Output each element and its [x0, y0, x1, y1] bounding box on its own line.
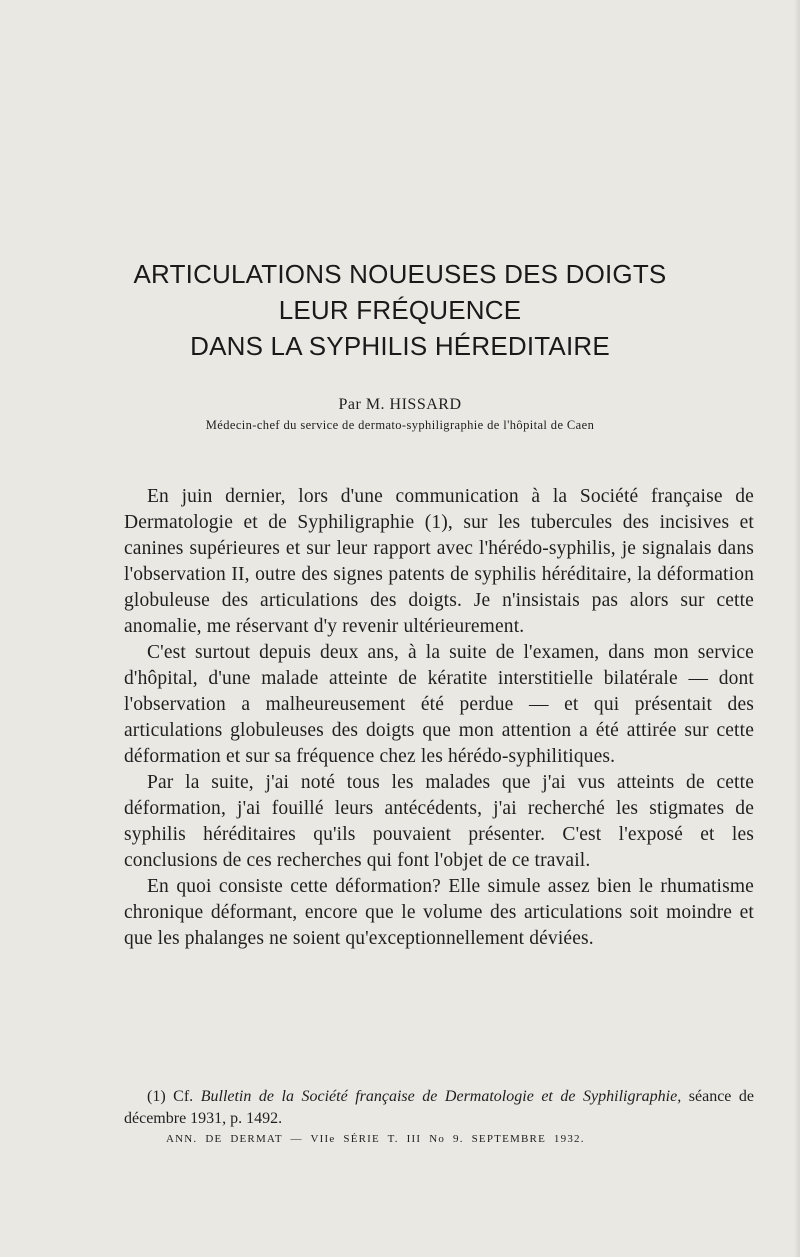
footnote-marker: (1) Cf. [147, 1088, 194, 1105]
title-line-2: LEUR FRÉQUENCE [278, 295, 522, 325]
footnote [124, 1086, 754, 1130]
footnote-details: séance de décembre 1931, p. 1492. [124, 1088, 755, 1127]
footnote-journal: Bulletin de la Société française de Dermatologie et de Syphiligraphie, [200, 1088, 682, 1105]
running-footer: ANN. DE DERMAT — VIIe SÉRIE T. III No 9. SEPTEMBRE 1932. [166, 1133, 585, 1145]
paragraph-4: En quoi consiste cette déformation? Elle simule assez bien le rhumatisme chronique déformant, encore que le volume des articulations soit moindre et que les phalanges ne soient qu'exceptionnellement déviées. [124, 876, 754, 949]
author-line: Par M. HISSARD [338, 396, 462, 413]
author-affiliation: Médecin-chef du service de dermato-syphiligraphie de l'hôpital de Caen [205, 418, 595, 432]
article-title [0, 256, 800, 364]
title-line-1: ARTICULATIONS NOUEUSES DES DOIGTS [133, 259, 667, 289]
title-line-3: DANS LA SYPHILIS HÉREDITAIRE [190, 331, 610, 361]
paragraph-2: C'est surtout depuis deux ans, à la suite de l'examen, dans mon service d'hôpital, d'une malade atteinte de kératite interstitielle bilatérale — dont l'observation a malheureusement été perdue — et qui présentait des articulations globuleuses des doigts que mon attention a été attirée sur cette déformation et sur sa fréquence chez les hérédo-syphilitiques. [124, 642, 754, 767]
paragraph-3: Par la suite, j'ai noté tous les malades que j'ai vus atteints de cette déformation, j'ai fouillé leurs antécédents, j'ai recherché les stigmates de syphilis héréditaires qu'ils pouvaient présenter. C'est l'exposé et les conclusions de ces recherches qui font l'objet de ce travail. [124, 772, 754, 871]
paragraph-1: En juin dernier, lors d'une communication à la Société française de Dermatologie et de Syphiligraphie (1), sur les tubercules des incisives et canines supérieures et sur leur rapport avec l'hérédo-syphilis, je signalais dans l'observation II, outre des signes patents de syphilis héréditaire, la déformation globuleuse des articulations des doigts. Je n'insistais pas alors sur cette anomalie, me réservant d'y revenir ultérieurement. [124, 486, 754, 637]
article-body [124, 484, 754, 952]
page-edge [794, 0, 800, 1257]
